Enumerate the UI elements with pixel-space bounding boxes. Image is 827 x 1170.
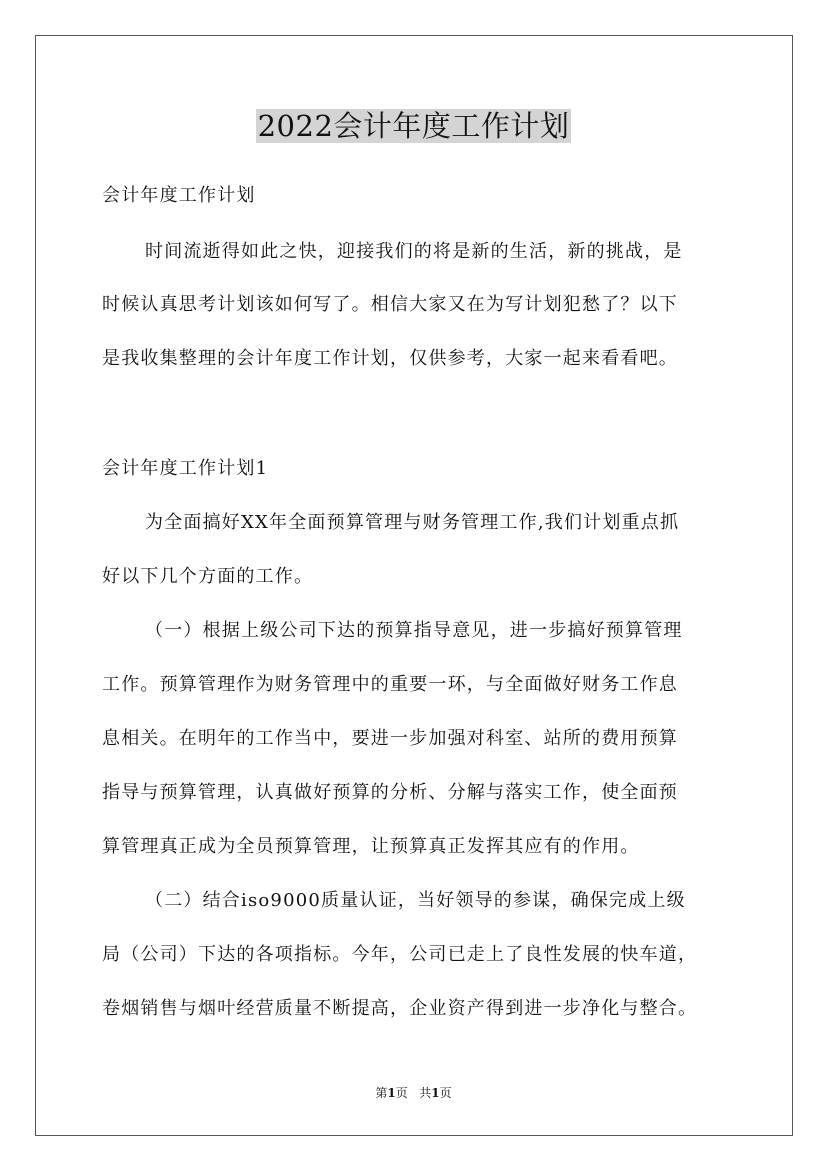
total-pages: 1 <box>431 1086 440 1100</box>
section-intro-line: 为全面搞好XX年全面预算管理与财务管理工作,我们计划重点抓 <box>145 512 680 533</box>
section-heading: 会计年度工作计划1 <box>102 458 269 479</box>
item1-line: （一）根据上级公司下达的预算指导意见，进一步搞好预算管理 <box>145 620 683 641</box>
intro-line: 时候认真思考计划该如何写了。相信大家又在为写计划犯愁了？以下 <box>102 294 678 315</box>
item2-line: （二）结合iso9000质量认证，当好领导的参谋，确保完成上级 <box>145 890 686 911</box>
item1-line: 指导与预算管理，认真做好预算的分析、分解与落实工作，使全面预 <box>102 782 678 803</box>
item1-line: 息相关。在明年的工作当中，要进一步加强对科室、站所的费用预算 <box>102 728 678 749</box>
page-number: 1 <box>387 1086 396 1100</box>
total-prefix: 共 <box>419 1086 432 1100</box>
document-title-block <box>0 104 827 145</box>
item2-line: 卷烟销售与烟叶经营质量不断提高，企业资产得到进一步净化与整合。 <box>102 998 698 1019</box>
item2-line: 局（公司）下达的各项指标。今年，公司已走上了良性发展的快车道， <box>102 944 698 965</box>
total-unit: 页 <box>439 1086 452 1100</box>
item1-line: 工作。预算管理作为财务管理中的重要一环，与全面做好财务工作息 <box>102 674 678 695</box>
item1-line: 算管理真正成为全员预算管理，让预算真正发挥其应有的作用。 <box>102 836 640 857</box>
page-footer <box>0 1084 827 1101</box>
document-subtitle: 会计年度工作计划 <box>102 185 256 206</box>
page-unit: 页 <box>395 1086 408 1100</box>
intro-line: 是我收集整理的会计年度工作计划，仅供参考，大家一起来看看吧。 <box>102 348 678 369</box>
intro-line: 时间流逝得如此之快，迎接我们的将是新的生活，新的挑战，是 <box>145 241 683 262</box>
page-prefix: 第 <box>375 1086 388 1100</box>
document-title: 2022会计年度工作计划 <box>257 109 570 143</box>
section-intro-line: 好以下几个方面的工作。 <box>102 566 314 587</box>
